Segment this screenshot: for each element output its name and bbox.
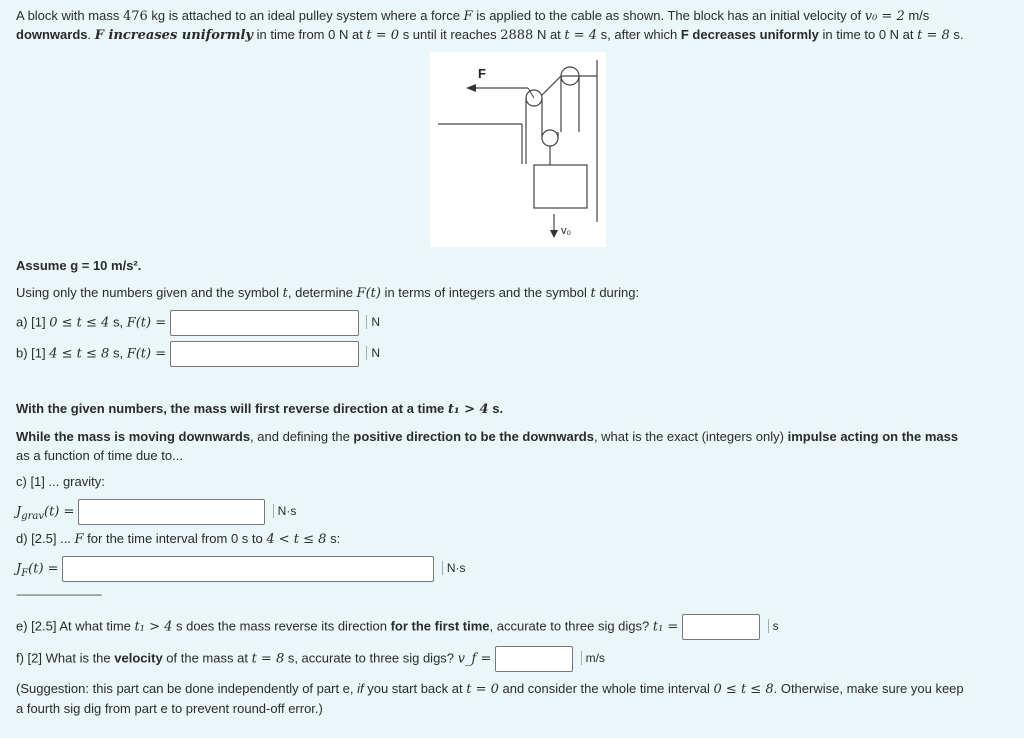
part-b-input[interactable]	[170, 341, 359, 367]
pulley-diagram	[430, 52, 606, 247]
mass-value: 476	[122, 9, 148, 24]
part-b: b) [1] 4 ≤ t ≤ 8 s, F(t) = N	[16, 341, 380, 367]
part-d-input[interactable]	[62, 556, 434, 582]
part-e-unit: s	[768, 619, 779, 633]
instruction: Using only the numbers given and the symbol t, determine F(t) in terms of integers and the symbol t during:	[16, 285, 640, 301]
force-arrowhead	[466, 84, 476, 92]
suggestion: (Suggestion: this part can be done independently of part e, if you start back at t = 0 and consider the whole time interval 0 ≤ t ≤ 8. Otherwise, make sure you keep a fourth sig dig from part e to prevent round-off error.)	[16, 681, 964, 716]
part-d-label: d) [2.5] ... F for the time interval from 0 s to 4 < t ≤ 8 s:	[16, 531, 341, 547]
part-c: $J_{grav}(t) = N\cdot s$	[16, 499, 296, 525]
part-f-input[interactable]	[495, 646, 573, 672]
moving-pulley	[542, 130, 558, 146]
part-a: a) [1] 0 ≤ t ≤ 4 s, F(t) = N	[16, 310, 380, 336]
impulse-question: While the mass is moving downwards, and defining the positive direction to be the downwards, what is the exact (integers only) impulse acting on the mass as a function of time due to...	[16, 429, 959, 463]
block	[534, 165, 587, 208]
part-f: f) [2] What is the velocity of the mass at t = 8 s, accurate to three sig digs? v_f = m/s	[16, 646, 605, 672]
intro-line-2: downwards. F increases uniformly in time from 0 N at t = 0 s until it reaches 2888 N at t = 4 s, after which F decreases uniformly in time to 0 N at t = 8 s.	[16, 27, 964, 43]
cable-diag	[541, 76, 561, 96]
reverse-note: With the given numbers, the mass will first reverse direction at a time t₁ > 4 s.	[16, 401, 504, 417]
intro-line-1: A block with mass 476 kg is attached to an ideal pulley system where a force F is applied to the cable as shown. The block has an initial velocity of v₀ = 2 m/s	[16, 8, 930, 24]
part-e: e) [2.5] At what time t₁ > 4 s does the mass reverse its direction for the first time, accurate to three sig digs? t₁ = s	[16, 614, 779, 640]
part-c-label: c) [1] ... gravity:	[16, 474, 105, 489]
part-c-unit: N·s	[273, 504, 297, 518]
part-a-unit: N	[366, 315, 380, 329]
assume-g: Assume g = 10 m/s².	[16, 258, 142, 273]
part-b-unit: N	[366, 346, 380, 360]
velocity-label: v₀	[561, 225, 572, 237]
divider: --------------------------------	[16, 589, 102, 601]
pulley-svg	[430, 52, 606, 247]
part-e-input[interactable]	[682, 614, 760, 640]
part-f-unit: m/s	[581, 651, 605, 665]
force-label: F	[478, 66, 486, 81]
part-d: $J_F(t) = N\cdot s$	[16, 556, 466, 582]
part-c-input[interactable]	[78, 499, 265, 525]
velocity-arrowhead	[550, 230, 558, 238]
part-a-input[interactable]	[170, 310, 359, 336]
part-d-unit: N·s	[442, 561, 466, 575]
